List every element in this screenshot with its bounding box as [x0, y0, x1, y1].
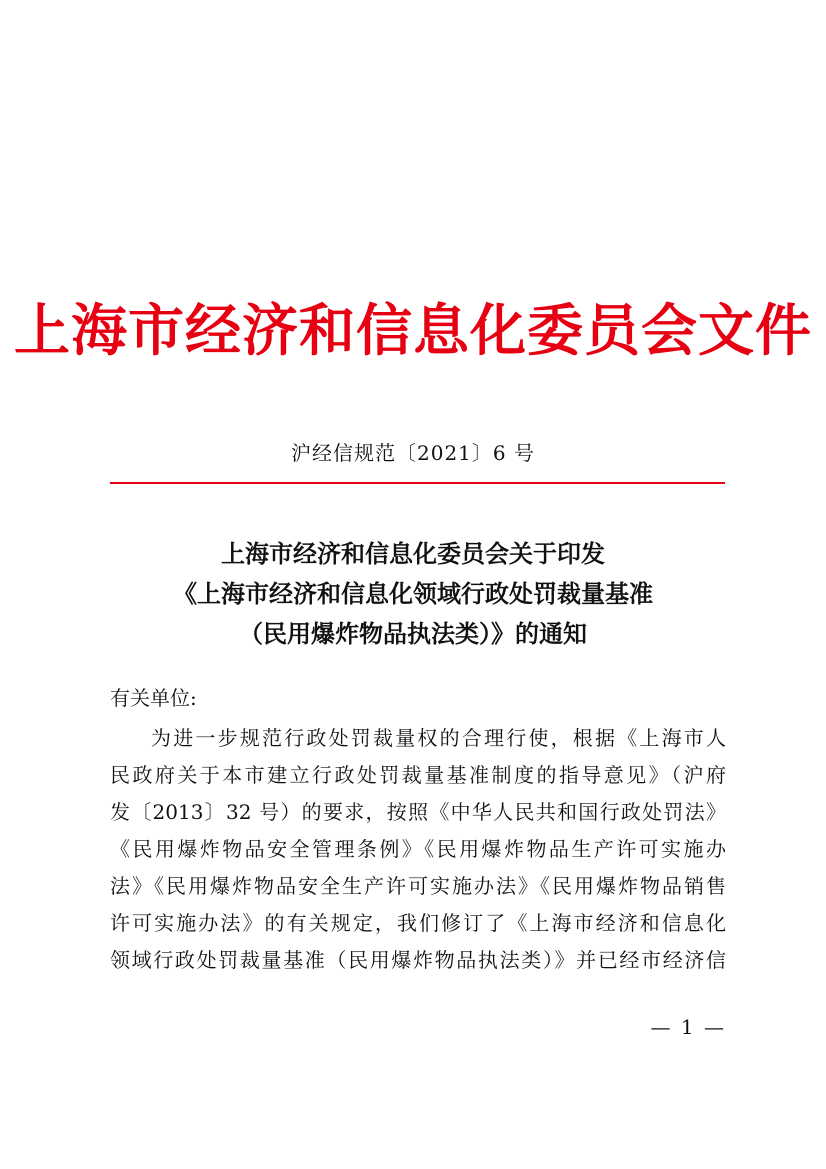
issuing-authority-title: 上海市经济和信息化委员会文件 [14, 298, 812, 364]
body-line: 领域行政处罚裁量基准（民用爆炸物品执法类）》并已经市经济信 [110, 948, 726, 972]
document-title-line: 上海市经济和信息化委员会关于印发 [221, 539, 605, 568]
red-divider-line [110, 482, 725, 484]
document-title-line: （民用爆炸物品执法类）》的通知 [239, 619, 587, 648]
body-line: 发〔2013〕32 号）的要求，按照《中华人民共和国行政处罚法》 [110, 800, 726, 824]
salutation: 有关单位: [110, 686, 197, 710]
body-line: 法》《民用爆炸物品安全生产许可实施办法》《民用爆炸物品销售 [110, 874, 726, 898]
body-line: 为进一步规范行政处罚裁量权的合理行使，根据《上海市人 [151, 726, 726, 750]
body-line: 民政府关于本市建立行政处罚裁量基准制度的指导意见》（沪府 [110, 763, 726, 787]
page-number: — 1 — [650, 1015, 726, 1039]
body-line: 《民用爆炸物品安全管理条例》《民用爆炸物品生产许可实施办 [110, 837, 726, 861]
body-paragraph [110, 720, 726, 979]
document-title [0, 534, 826, 654]
document-title-line: 《上海市经济和信息化领域行政处罚裁量基准 [173, 579, 653, 608]
document-number: 沪经信规范〔2021〕6 号 [291, 441, 535, 465]
body-line: 许可实施办法》的有关规定，我们修订了《上海市经济和信息化 [110, 911, 726, 935]
